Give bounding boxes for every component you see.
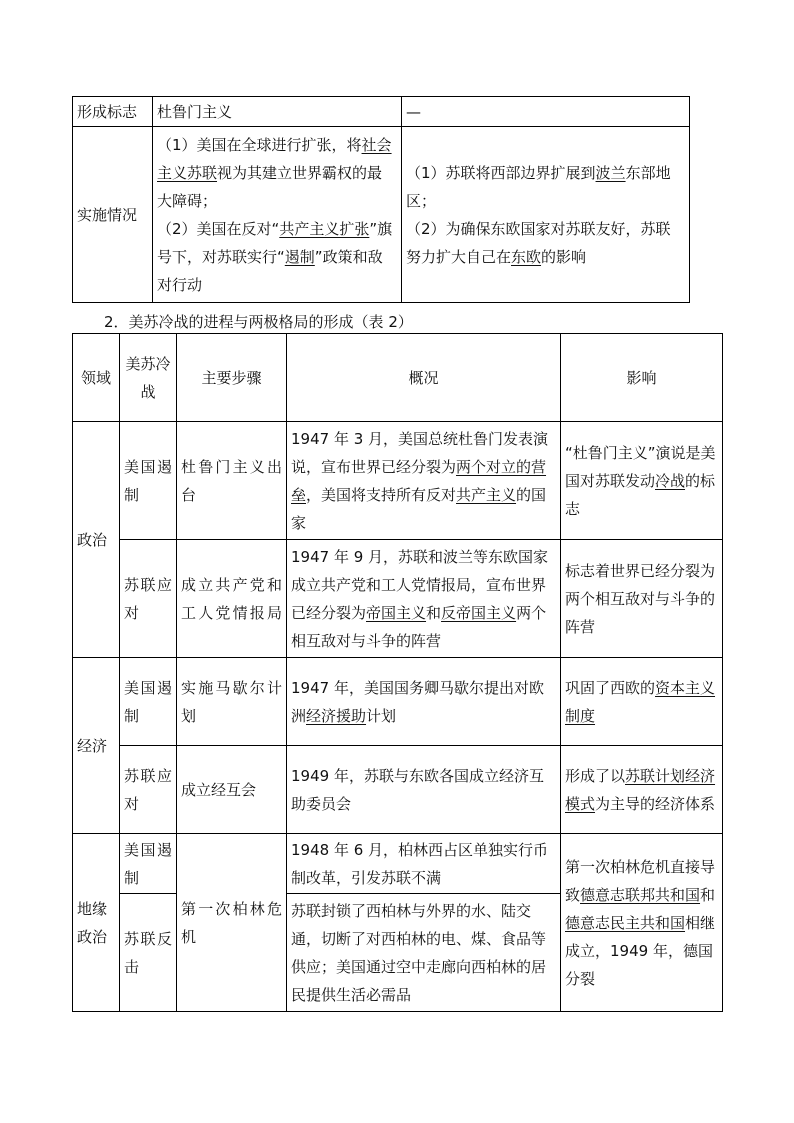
table-row bbox=[73, 746, 723, 834]
impact-cell: 标志着世界已经分裂为两个相互敌对与斗争的阵营 bbox=[561, 540, 723, 658]
text: ”旗号下，对苏联实行“ bbox=[157, 219, 393, 266]
text: 的国家 bbox=[291, 485, 547, 532]
field-cell: 地缘政治 bbox=[73, 834, 120, 1012]
overview-cell: 1948 年 6 月，柏林西占区单独实行币制改革，引发苏联不满 bbox=[287, 834, 561, 894]
underlined-text: 反帝国主义 bbox=[441, 603, 517, 622]
text: 相继成立，1949 年，德国分裂 bbox=[565, 913, 716, 988]
impact-cell bbox=[561, 834, 723, 1012]
underlined-text: 德意志联邦共和国 bbox=[580, 885, 701, 904]
table-row bbox=[73, 422, 723, 540]
text: 的标志 bbox=[565, 471, 716, 518]
underlined-text: 冷战 bbox=[655, 471, 686, 490]
header-overview: 概况 bbox=[287, 334, 561, 422]
text: ，美国将支持所有反对 bbox=[306, 485, 457, 504]
text: ”政策和敌对行动 bbox=[157, 247, 383, 294]
step-cell: 成立经互会 bbox=[177, 746, 287, 834]
table-header-row bbox=[73, 334, 723, 422]
step-cell: 杜鲁门主义出台 bbox=[177, 422, 287, 540]
text: 计划 bbox=[366, 706, 397, 725]
side-cell: 苏联应对 bbox=[120, 540, 177, 658]
text: 视为其建立世界霸权的最大障碍； bbox=[157, 163, 383, 210]
ussr-implementation-cell bbox=[402, 127, 690, 303]
table-row bbox=[73, 658, 723, 746]
underlined-text: 苏联计划经济模式 bbox=[565, 766, 716, 813]
side-cell: 苏联应对 bbox=[120, 746, 177, 834]
underlined-text: 东欧 bbox=[511, 247, 542, 266]
underlined-text: 资本主义制度 bbox=[565, 678, 716, 725]
text: 形成了以 bbox=[565, 766, 626, 785]
text: 为主导的经济体系 bbox=[595, 794, 716, 813]
paragraph bbox=[157, 131, 397, 215]
text: 和 bbox=[426, 603, 442, 622]
step-cell: 实施马歇尔计划 bbox=[177, 658, 287, 746]
underlined-text: 两个对立的营垒 bbox=[291, 457, 547, 504]
us-cell: 杜鲁门主义 bbox=[153, 97, 402, 127]
table-row bbox=[73, 540, 723, 658]
us-implementation-cell bbox=[153, 127, 402, 303]
underlined-text: 德意志民主共和国 bbox=[565, 913, 686, 932]
paragraph bbox=[157, 215, 397, 299]
underlined-text: 经济援助 bbox=[306, 706, 367, 725]
underlined-text: 共产主义扩张 bbox=[279, 219, 370, 238]
ussr-cell: — bbox=[402, 97, 690, 127]
underlined-text: 帝国主义 bbox=[366, 603, 427, 622]
underlined-text: 社会主义苏联 bbox=[157, 135, 392, 182]
overview-cell bbox=[287, 422, 561, 540]
text: 东部地区； bbox=[406, 163, 671, 210]
impact-cell bbox=[561, 422, 723, 540]
impact-cell bbox=[561, 746, 723, 834]
section-heading: 2．美苏冷战的进程与两极格局的形成（表 2） bbox=[104, 313, 413, 331]
overview-cell: 苏联封锁了西柏林与外界的水、陆交通，切断了对西柏林的电、煤、食品等供应；美国通过空中走廊向西柏林的居民提供生活必需品 bbox=[287, 894, 561, 1012]
side-cell: 美国遏制 bbox=[120, 658, 177, 746]
paragraph bbox=[406, 159, 685, 215]
text: “杜鲁门主义”演说是美国对苏联发动 bbox=[565, 443, 716, 490]
field-cell: 经济 bbox=[73, 658, 120, 834]
text: 两个相互敌对与斗争的阵营 bbox=[291, 603, 547, 650]
side-cell: 美国遏制 bbox=[120, 834, 177, 894]
header-side: 美苏冷战 bbox=[120, 334, 177, 422]
overview-cell bbox=[287, 540, 561, 658]
text: 1947 年 9 月，苏联和波兰等东欧国家成立共产党和工人党情报局，宣布世界已经分裂为 bbox=[291, 547, 549, 622]
overview-cell bbox=[287, 658, 561, 746]
table-row bbox=[73, 127, 690, 303]
step-cell: 第一次柏林危机 bbox=[177, 834, 287, 1012]
text: （2）为确保东欧国家对苏联友好，苏联努力扩大自己在 bbox=[406, 219, 671, 266]
field-cell: 政治 bbox=[73, 422, 120, 658]
table-1 bbox=[72, 96, 690, 303]
paragraph bbox=[406, 215, 685, 271]
overview-cell: 1949 年，苏联与东欧各国成立经济互助委员会 bbox=[287, 746, 561, 834]
side-cell: 美国遏制 bbox=[120, 422, 177, 540]
text: （1）苏联将西部边界扩展到 bbox=[406, 163, 596, 182]
underlined-text: 共产主义 bbox=[456, 485, 517, 504]
header-impact: 影响 bbox=[561, 334, 723, 422]
table-row bbox=[73, 97, 690, 127]
text: （1）美国在全球进行扩张，将 bbox=[157, 135, 362, 154]
text: 和 bbox=[700, 885, 716, 904]
text: 的影响 bbox=[541, 247, 587, 266]
side-cell: 苏联反击 bbox=[120, 894, 177, 1012]
header-field: 领域 bbox=[73, 334, 120, 422]
row-label: 形成标志 bbox=[73, 97, 153, 127]
text: （2）美国在反对“ bbox=[157, 219, 280, 238]
text: 第一次柏林危机直接导致 bbox=[565, 857, 716, 904]
text: 1947 年 3 月，美国总统杜鲁门发表演说，宣布世界已经分裂为 bbox=[291, 429, 549, 476]
table-2 bbox=[72, 333, 723, 1012]
underlined-text: 遏制 bbox=[284, 247, 315, 266]
text: 1947 年，美国国务卿马歇尔提出对欧洲 bbox=[291, 678, 544, 725]
row-label: 实施情况 bbox=[73, 127, 153, 303]
text: 巩固了西欧的 bbox=[565, 678, 656, 697]
step-cell: 成立共产党和工人党情报局 bbox=[177, 540, 287, 658]
header-steps: 主要步骤 bbox=[177, 334, 287, 422]
underlined-text: 波兰 bbox=[595, 163, 626, 182]
impact-cell bbox=[561, 658, 723, 746]
table-row bbox=[73, 834, 723, 894]
